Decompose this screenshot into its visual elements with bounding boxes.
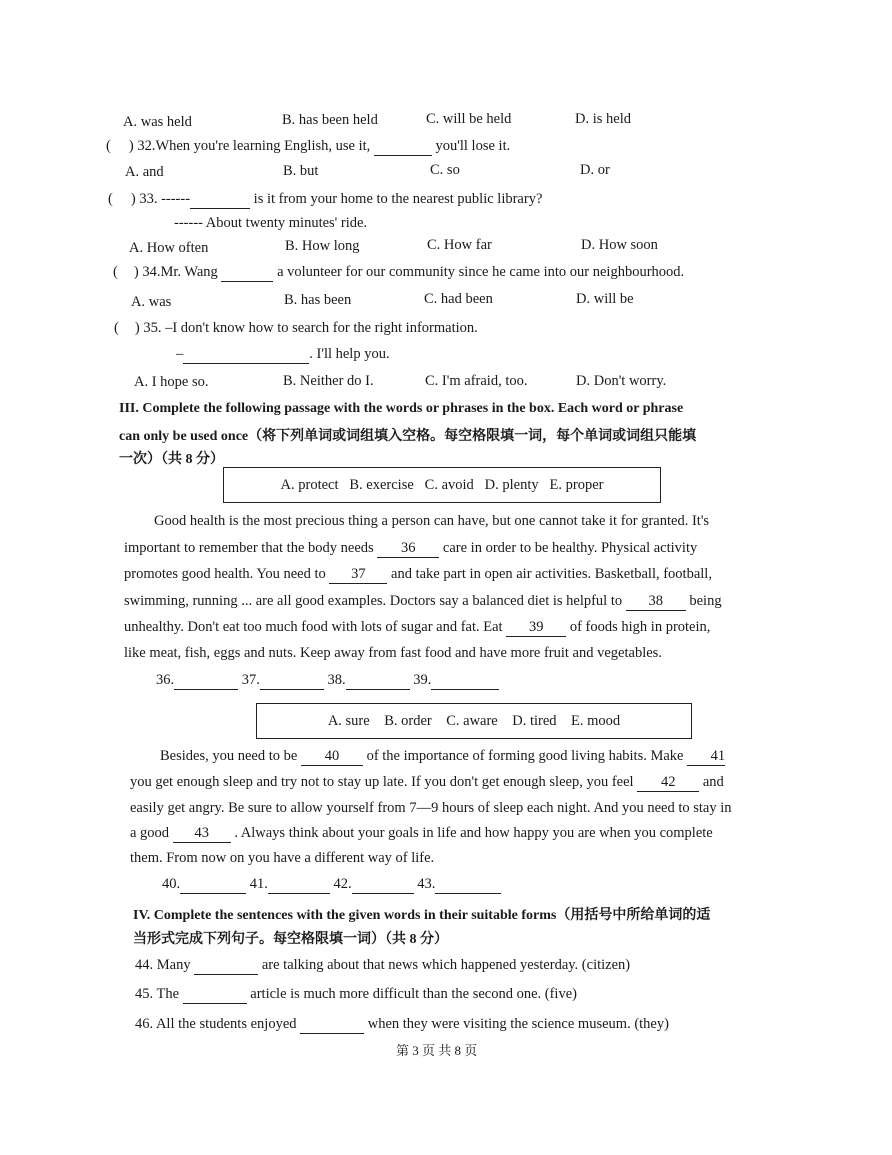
q34-paren-open: ( [113,264,118,280]
word-box-2 [256,703,692,739]
q34-text-pre: 34.Mr. Wang [142,264,218,280]
q34-paren-close: ) [133,264,139,280]
question-45 [135,986,577,1004]
section3-title-line2: can only be used once（将下列单词或词组填入空格。每空格限填一词，每个单词或词组只能填 [119,429,697,444]
answer-label: 43. [417,876,436,892]
passage1-text: important to remember that the body needs [124,540,374,556]
q33-option-a: A. How often [129,240,209,256]
blank-42[interactable]: 42 [637,775,699,792]
answer-label: 41. [249,876,268,892]
passage2-text: Besides, you need to be [160,748,298,764]
passage2-line1 [160,748,725,766]
blank-40[interactable]: 40 [301,749,363,766]
passage1-text: being [689,593,722,609]
q35-option-d: D. Don't worry. [576,373,667,389]
q35-paren-open: ( [114,320,119,336]
passage1-text: promotes good health. You need to [124,566,326,582]
blank-39[interactable]: 39 [506,620,566,637]
q46-text-post: when they were visiting the science museum. (they) [367,1016,669,1032]
q46-number: 46. [135,1016,154,1032]
answer-blank-36[interactable] [174,673,238,690]
q45-text-post: article is much more difficult than the second one. (five) [250,986,577,1002]
question-46 [135,1016,669,1034]
passage2-line4 [130,825,713,843]
answer-line-40-43 [162,876,501,894]
passage2-text: and [702,774,724,790]
passage1-line2 [124,540,697,558]
question-34 [113,264,684,282]
answer-label: 37. [241,672,260,688]
passage2-text: . Always think about your goals in life and how happy you are when you complete [234,825,713,841]
q31-option-b: B. has been held [282,112,378,128]
answer-label: 40. [162,876,181,892]
q32-paren-close: ) [128,138,134,154]
q32-text-post: you'll lose it. [435,138,511,154]
section3-title-line1: III. Complete the following passage with the words or phrases in the box. Each word or phrase [119,401,684,416]
q35-option-a: A. I hope so. [134,374,209,390]
section4-title-line2: 当形式完成下列句子。每空格限填一词）（共 8 分） [133,932,448,947]
passage2-text: a good [130,825,170,841]
answer-label: 36. [156,672,175,688]
q35-answer-post: . I'll help you. [309,346,390,362]
passage1-text: swimming, running ... are all good examples. Doctors say a balanced diet is helpful to [124,593,623,609]
section4-title-line1: IV. Complete the sentences with the given words in their suitable forms（用括号中所给单词的适 [133,908,711,923]
q34-option-d: D. will be [576,291,634,307]
passage1-text: unhealthy. Don't eat too much food with lots of sugar and fat. Eat [124,619,503,635]
blank-43[interactable]: 43 [173,826,231,843]
q32-option-d: D. or [580,162,610,178]
answer-blank-43[interactable] [435,877,501,894]
q35-text-pre: 35. –I don't know how to search for the right information. [143,320,478,336]
question-33 [108,191,542,209]
section3-title-line3: 一次）（共 8 分） [119,452,224,467]
passage2-line2 [130,774,724,792]
blank-41[interactable]: 41 [687,749,725,766]
q33-option-c: C. How far [427,237,492,253]
question-44 [135,957,630,975]
passage1-line6: like meat, fish, eggs and nuts. Keep away from fast food and have more fruit and vegetables. [124,645,662,661]
word-box-1 [223,467,661,503]
q33-paren-close: ) [130,191,136,207]
q31-option-d: D. is held [575,111,631,127]
q32-blank[interactable] [374,139,432,156]
q32-text-pre: 32.When you're learning English, use it, [137,138,371,154]
q34-option-b: B. has been [284,292,352,308]
answer-blank-37[interactable] [260,673,324,690]
answer-label: 39. [413,672,432,688]
passage1-text: of foods high in protein, [569,619,711,635]
answer-label: 38. [327,672,346,688]
answer-blank-38[interactable] [346,673,410,690]
q35-dash: – [176,346,184,362]
blank-36[interactable]: 36 [377,541,439,558]
q32-paren-open: ( [106,138,111,154]
passage1-line5 [124,619,710,637]
answer-blank-39[interactable] [431,673,499,690]
q44-text-pre: Many [156,957,191,973]
blank-37[interactable]: 37 [329,567,387,584]
question-35 [114,320,478,337]
q31-option-c: C. will be held [426,111,512,127]
q35-option-b: B. Neither do I. [283,373,374,389]
q35-option-c: C. I'm afraid, too. [425,373,528,389]
q33-text-post: is it from your home to the nearest public library? [253,191,543,207]
passage1-text: care in order to be healthy. Physical activity [442,540,698,556]
q33-option-d: D. How soon [581,237,658,253]
word-box-1-text: A. protect B. exercise C. avoid D. plenty E. proper [280,476,604,493]
q44-text-post: are talking about that news which happened yesterday. (citizen) [261,957,631,973]
q33-paren-open: ( [108,191,113,207]
q45-blank[interactable] [183,987,247,1004]
passage1-line1: Good health is the most precious thing a person can have, but one cannot take it for granted. It's [154,513,710,529]
answer-label: 42. [333,876,352,892]
q35-blank[interactable] [183,347,309,364]
passage1-line4 [124,593,722,611]
q33-text-pre: 33. ------ [139,191,191,207]
q34-blank[interactable] [221,265,273,282]
word-box-2-text: A. sure B. order C. aware D. tired E. mood [327,712,621,729]
passage2-line3: easily get angry. Be sure to allow yourself from 7—9 hours of sleep each night. And you need to stay in [130,800,732,816]
q34-option-c: C. had been [424,291,493,307]
q35-answer-line [176,346,390,364]
blank-38[interactable]: 38 [626,594,686,611]
q44-blank[interactable] [194,958,258,975]
q32-option-c: C. so [430,162,460,178]
answer-blank-40[interactable] [180,877,246,894]
q34-text-post: a volunteer for our community since he came into our neighbourhood. [277,264,685,280]
answer-blank-41[interactable] [268,877,330,894]
q34-option-a: A. was [131,294,172,310]
q32-option-b: B. but [283,163,319,179]
page-footer: 第 3 页 共 8 页 [396,1043,478,1058]
passage1-line3 [124,566,712,584]
passage1-text: and take part in open air activities. Basketball, football, [391,566,712,582]
question-32 [106,138,510,156]
q32-option-a: A. and [125,164,164,180]
q45-text-pre: The [156,986,180,1002]
q46-blank[interactable] [300,1017,364,1034]
answer-blank-42[interactable] [352,877,414,894]
q33-option-b: B. How long [285,238,360,254]
q46-text-pre: All the students enjoyed [155,1016,297,1032]
q35-paren-close: ) [134,320,140,336]
q45-number: 45. [135,986,154,1002]
q33-answer-line: ------ About twenty minutes' ride. [174,215,368,231]
q44-number: 44. [135,957,154,973]
q33-blank[interactable] [190,192,250,209]
passage2-text: of the importance of forming good living habits. Make [366,748,684,764]
passage2-text: you get enough sleep and try not to stay up late. If you don't get enough sleep, you feel [130,774,634,790]
q31-option-a: A. was held [123,114,192,130]
passage2-line5: them. From now on you have a different way of life. [130,850,435,866]
answer-line-36-39 [156,672,499,690]
